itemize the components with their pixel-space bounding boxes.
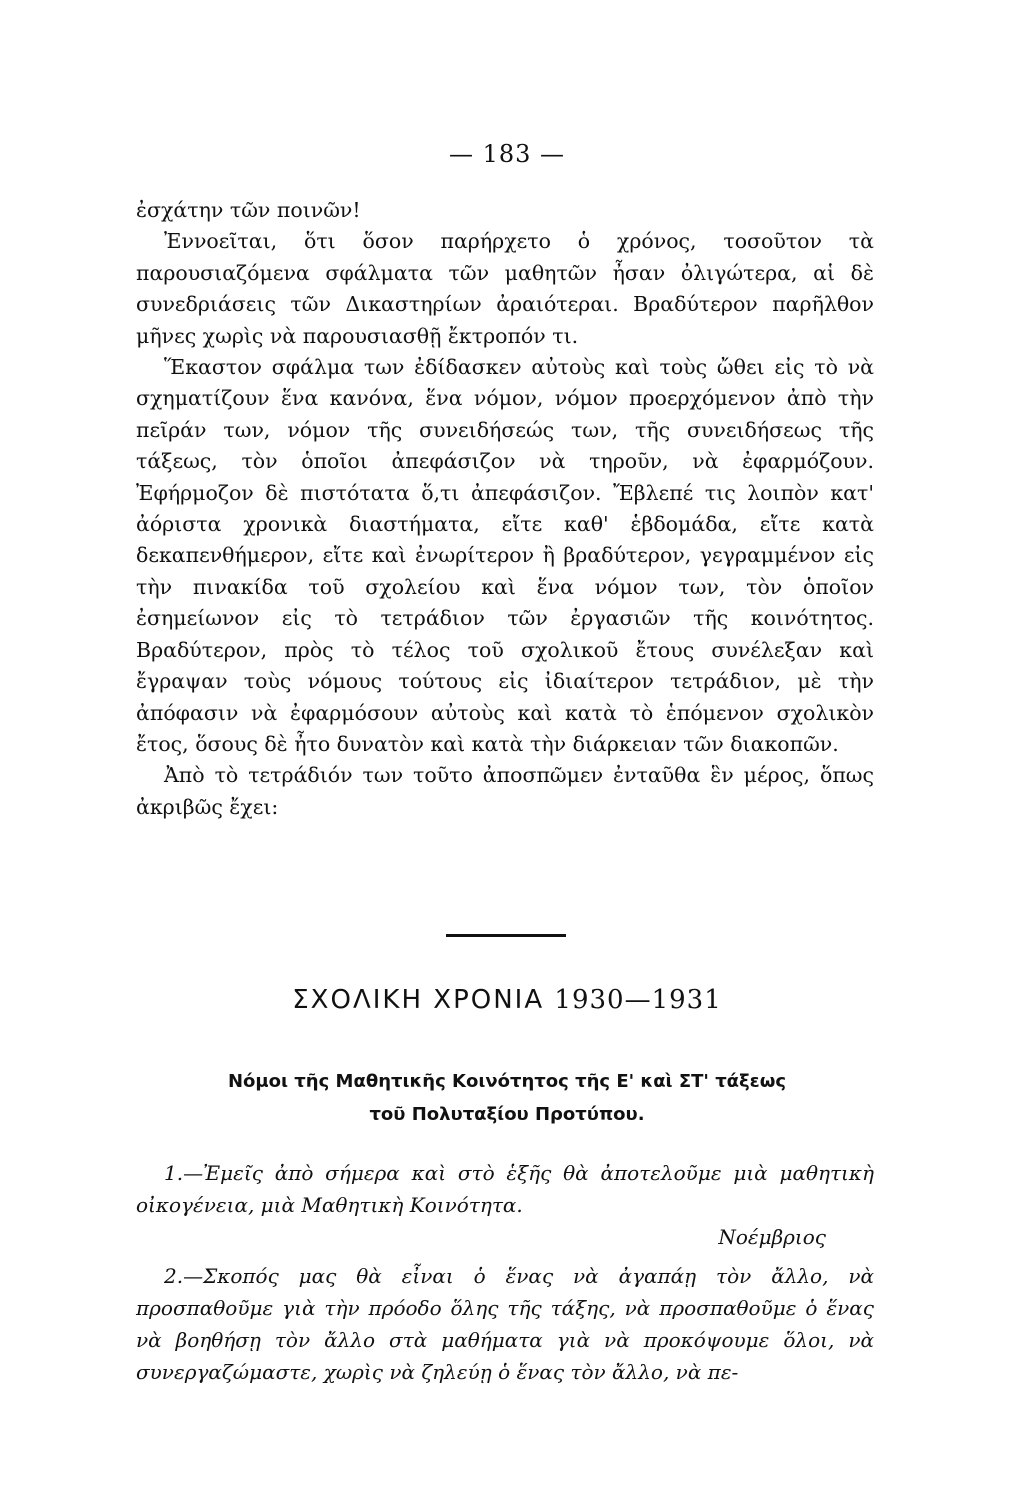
section-divider — [446, 934, 566, 937]
section-year: 1930—1931 — [554, 985, 722, 1015]
paragraph: Ἕκαστον σφάλμα των ἐδίδασκεν αὐτοὺς καὶ τοὺς ὤθει εἰς τὸ νὰ σχηματίζουν ἕνα κανόνα, ἕνα νόμον, νόμον προερχόμενον ἀπὸ τὴν πεῖράν των, νόμον τῆς συνειδήσεώς των, τῆς συνειδήσεως τῆς τάξεως, τὸν ὁποῖοι ἀπεφάσιζον νὰ τηροῦν, νὰ ἐφαρμόζουν. Ἐφήρμοζον δὲ πιστότατα ὅ,τι ἀπεφάσιζον. Ἔβλεπέ τις λοιπὸν κατ' ἀόριστα χρονικὰ διαστήματα, εἴτε καθ' ἑβδομάδα, εἴτε κατὰ δεκαπενθήμερον, εἴτε καὶ ἐνωρίτερον ἢ βραδύτερον, γεγραμμένον εἰς τὴν πινακίδα τοῦ σχολείου καὶ ἕνα νόμον των, τὸν ὁποῖον ἐσημείωνον εἰς τὸ τετράδιον τῶν ἐργασιῶν τῆς κοινότητος. Βραδύτερον, πρὸς τὸ τέλος τοῦ σχολικοῦ ἔτους συνέλεξαν καὶ ἔγραψαν τοὺς νόμους τούτους εἰς ἰδιαίτερον τετράδιον, μὲ τὴν ἀπόφασιν νὰ ἐφαρμόσουν αὐτοὺς καὶ κατὰ τὸ ἑπόμενον σχολικὸν ἔτος, ὅσους δὲ ἦτο δυνατὸν καὶ κατὰ τὴν διάρκειαν τῶν διακοπῶν. — [136, 355, 874, 756]
paragraph-continuation: ἐσχάτην τῶν ποινῶν! — [136, 198, 361, 222]
subtitle-line: τοῦ Πολυταξίου Προτύπου. — [369, 1104, 645, 1125]
page-number: — 183 — — [448, 140, 566, 168]
section-title — [0, 985, 1014, 1015]
paragraph: Ἀπὸ τὸ τετράδιόν των τοῦτο ἀποσπῶμεν ἐνταῦθα ἓν μέρος, ὅπως ἀκριβῶς ἔχει: — [136, 763, 874, 819]
rule-item: 1.—Ἐμεῖς ἀπὸ σήμερα καὶ στὸ ἑξῆς θὰ ἀποτελοῦμε μιὰ μαθητικὴ οἰκογένεια, μιὰ Μαθητικὴ Κοινότητα. — [136, 1161, 874, 1217]
section-subtitle — [150, 1065, 864, 1131]
paragraph: Ἐννοεῖται, ὅτι ὅσον παρήρχετο ὁ χρόνος, τοσοῦτον τὰ παρουσιαζόμενα σφάλματα τῶν μαθητῶν ἦσαν ὀλιγώτερα, αἱ δὲ συνεδριάσεις τῶν Δικαστηρίων ἀραιότεραι. Βραδύτερον παρῆλθον μῆνες χωρὶς νὰ παρουσιασθῇ ἔκτροπόν τι. — [136, 229, 874, 348]
subtitle-line: Νόμοι τῆς Μαθητικῆς Κοινότητος τῆς Ε' καὶ ΣΤ' τάξεως — [227, 1071, 787, 1092]
rule-date: Νοέμβριος — [718, 1224, 826, 1249]
body-text — [136, 195, 874, 823]
section-title-text: ΣΧΟΛΙΚΗ ΧΡΟΝΙΑ — [292, 985, 545, 1015]
rules-list — [136, 1158, 874, 1389]
rule-item: 2.—Σκοπός μας θὰ εἶναι ὁ ἕνας νὰ ἀγαπάῃ τὸν ἄλλο, νὰ προσπαθοῦμε γιὰ τὴν πρόοδο ὅλης τῆς τάξης, νὰ προσπαθοῦμε ὁ ἕνας νὰ βοηθήσῃ τὸν ἄλλο στὰ μαθήματα γιὰ νὰ προκόψουμε ὅλοι, νὰ συνεργαζώμαστε, χωρὶς νὰ ζηλεύῃ ὁ ἕνας τὸν ἄλλο, νὰ πε- — [136, 1264, 874, 1384]
